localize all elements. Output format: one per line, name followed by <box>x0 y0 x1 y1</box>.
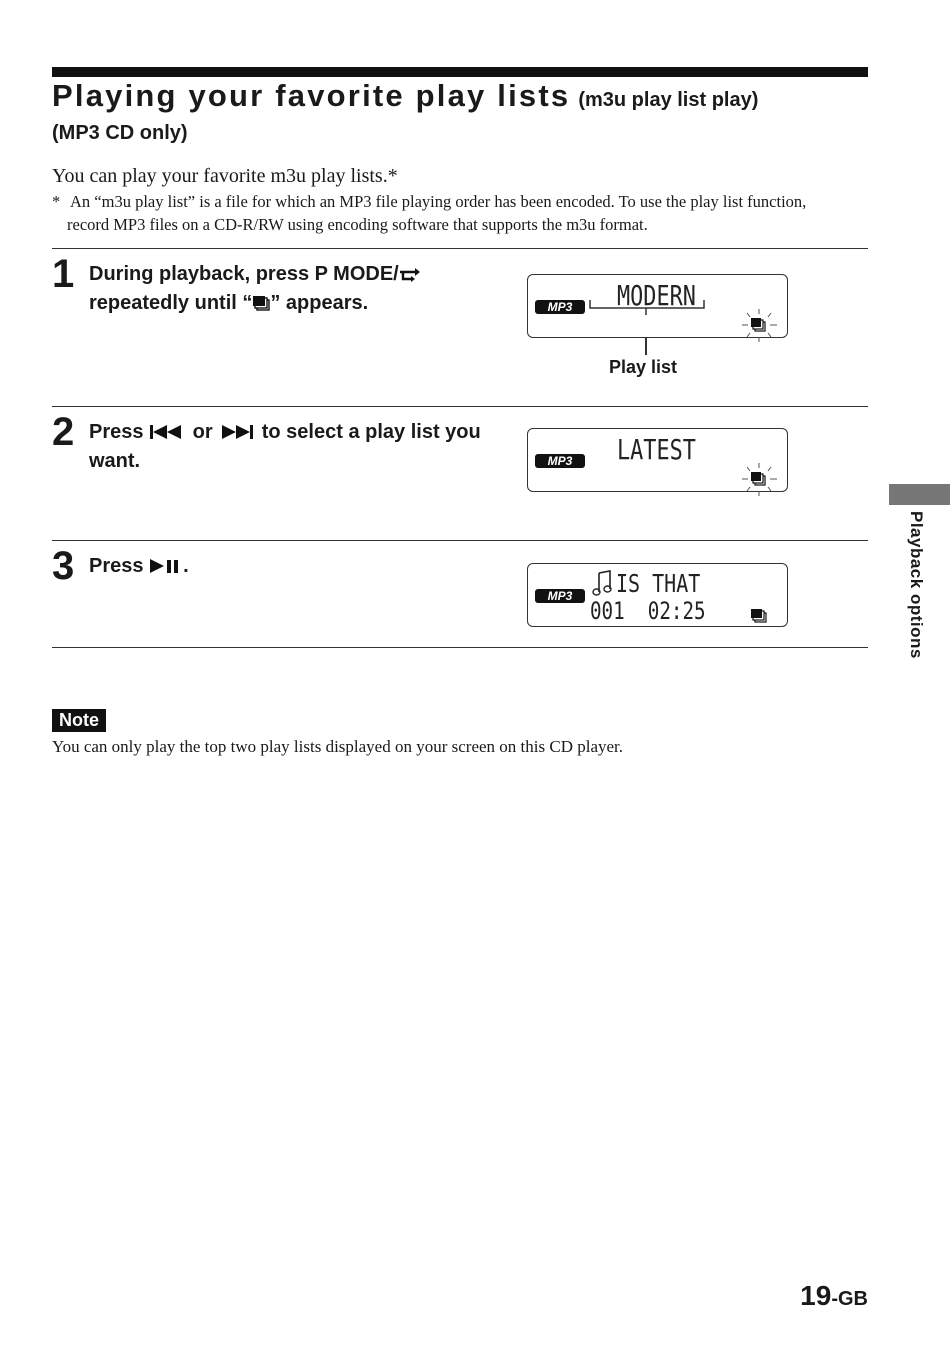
note-label: Note <box>52 709 106 732</box>
step-3-text <box>89 553 489 582</box>
intro-text: You can play your favorite m3u play lists.* <box>52 165 398 187</box>
page-number-suffix: -GB <box>831 1288 868 1310</box>
step-1-text <box>89 261 489 319</box>
page-title <box>52 78 758 114</box>
page-number <box>800 1280 868 1312</box>
step-1-text-c: ” appears. <box>270 292 369 314</box>
mp3-badge: MP3 <box>535 300 585 314</box>
play-pause-icon <box>149 555 183 582</box>
lcd-line-1: MODERN <box>617 279 696 312</box>
side-tab-label: Playback options <box>907 511 926 659</box>
page-number-value: 19 <box>800 1280 832 1311</box>
blinking-playlist-icon <box>740 462 778 496</box>
repeat-arrow-icon <box>399 263 421 290</box>
footnote-marker: * <box>52 192 61 211</box>
step-2-number: 2 <box>52 410 74 454</box>
side-tab-marker <box>889 484 950 505</box>
step-3-number: 3 <box>52 544 74 588</box>
divider <box>52 248 868 249</box>
music-note-icon <box>592 569 614 597</box>
lcd-display-2 <box>527 428 788 492</box>
footnote <box>52 190 852 236</box>
playlist-icon <box>252 292 270 319</box>
divider <box>52 540 868 541</box>
step-2-text-a: Press <box>89 421 144 443</box>
title-sub: (m3u play list play) <box>578 89 759 111</box>
callout-line <box>645 338 647 355</box>
footnote-text: An “m3u play list” is a file for which an MP3 file playing order has been encoded. To use the play list function, record MP3 files on a CD-R/RW using encoding software that supports the m3u format. <box>67 192 807 234</box>
step-1-text-b: repeatedly until “ <box>89 292 253 314</box>
divider <box>52 406 868 407</box>
blinking-playlist-icon <box>740 308 778 342</box>
step-2-text-c: to select a play list you want. <box>89 421 481 472</box>
lcd-line-1: LATEST <box>617 433 696 466</box>
callout-bracket <box>588 299 708 315</box>
step-3-text-a: Press <box>89 555 144 577</box>
step-3-text-b: . <box>183 555 189 577</box>
next-track-icon <box>218 421 256 448</box>
step-2-text <box>89 419 489 475</box>
page-subtitle: (MP3 CD only) <box>52 122 188 144</box>
step-1-number: 1 <box>52 252 74 296</box>
lcd-display-1 <box>527 274 788 338</box>
playlist-icon <box>748 606 768 624</box>
header-rule <box>52 67 868 77</box>
step-2-text-b: or <box>192 421 213 443</box>
mp3-badge: MP3 <box>535 589 585 603</box>
lcd-display-3 <box>527 563 788 627</box>
title-main: Playing your favorite play lists <box>52 78 571 113</box>
lcd-line-1: IS THAT <box>616 569 701 598</box>
lcd-line-2: 001 02:25 <box>590 597 706 625</box>
step-1-text-a: During playback, press P MODE/ <box>89 263 399 285</box>
note-text: You can only play the top two play lists displayed on your screen on this CD player. <box>52 737 624 756</box>
play-list-callout-label: Play list <box>609 357 678 377</box>
mp3-badge: MP3 <box>535 454 585 468</box>
previous-track-icon <box>149 421 187 448</box>
divider <box>52 647 868 648</box>
